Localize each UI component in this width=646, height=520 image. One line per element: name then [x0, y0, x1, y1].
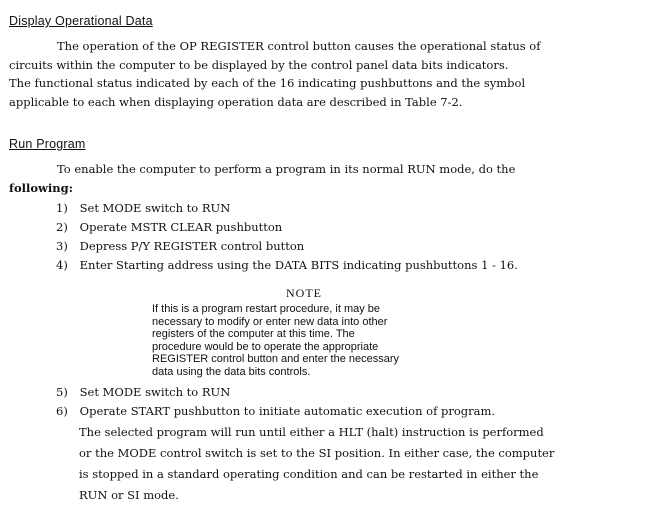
step-item	[56, 385, 230, 399]
step-number: 6)	[56, 404, 68, 418]
step-6-continuation	[79, 422, 554, 506]
paragraph-run-program-intro	[9, 160, 639, 197]
paragraph-line: The selected program will run until either a HLT (halt) instruction is performed	[79, 425, 544, 439]
paragraph-line: RUN or SI mode.	[79, 488, 179, 502]
note-line: procedure would be to operate the appropriate	[152, 340, 379, 353]
step-number: 2)	[56, 220, 68, 234]
step-number: 3)	[56, 239, 68, 253]
paragraph-line: circuits within the computer to be displayed by the control panel data bits indicators.	[9, 57, 509, 72]
step-item	[56, 404, 495, 418]
paragraph-line: following:	[9, 180, 73, 195]
step-item	[56, 258, 518, 272]
step-item	[56, 220, 282, 234]
paragraph-line: To enable the computer to perform a program in its normal RUN mode, do the	[57, 162, 516, 176]
paragraph-display-operational-data	[9, 37, 639, 111]
note-line: necessary to modify or enter new data into other	[152, 315, 388, 328]
step-item	[56, 239, 304, 253]
section-heading-run-program: Run Program	[9, 137, 86, 151]
paragraph-line: applicable to each when displaying operation data are described in Table 7-2.	[9, 94, 463, 109]
note-line: If this is a program restart procedure, it may be	[152, 303, 381, 315]
note-line: REGISTER control button and enter the necessary	[152, 353, 400, 366]
step-text: Set MODE switch to RUN	[79, 201, 231, 215]
note-title: NOTE	[286, 286, 322, 300]
step-text: Operate MSTR CLEAR pushbutton	[79, 220, 283, 234]
note-body	[152, 303, 492, 379]
section-heading-display-operational-data: Display Operational Data	[9, 14, 153, 28]
note-line: data using the data bits controls.	[152, 365, 311, 378]
paragraph-line: The functional status indicated by each of the 16 indicating pushbuttons and the symbol	[9, 76, 526, 90]
note-line: registers of the computer at this time. The	[152, 328, 355, 341]
step-item	[56, 201, 230, 215]
step-number: 1)	[56, 201, 68, 215]
step-number: 5)	[56, 385, 68, 399]
step-number: 4)	[56, 258, 68, 272]
paragraph-line: or the MODE control switch is set to the SI position. In either case, the computer	[79, 446, 555, 460]
paragraph-line: is stopped in a standard operating condition and can be restarted in either the	[79, 467, 539, 481]
step-text: Enter Starting address using the DATA BITS indicating pushbuttons 1 - 16.	[79, 258, 518, 272]
step-text: Operate START pushbutton to initiate automatic execution of program.	[79, 404, 496, 418]
paragraph-line: The operation of the OP REGISTER control button causes the operational status of	[57, 39, 541, 53]
step-text: Set MODE switch to RUN	[79, 385, 231, 399]
step-text: Depress P/Y REGISTER control button	[79, 239, 305, 253]
